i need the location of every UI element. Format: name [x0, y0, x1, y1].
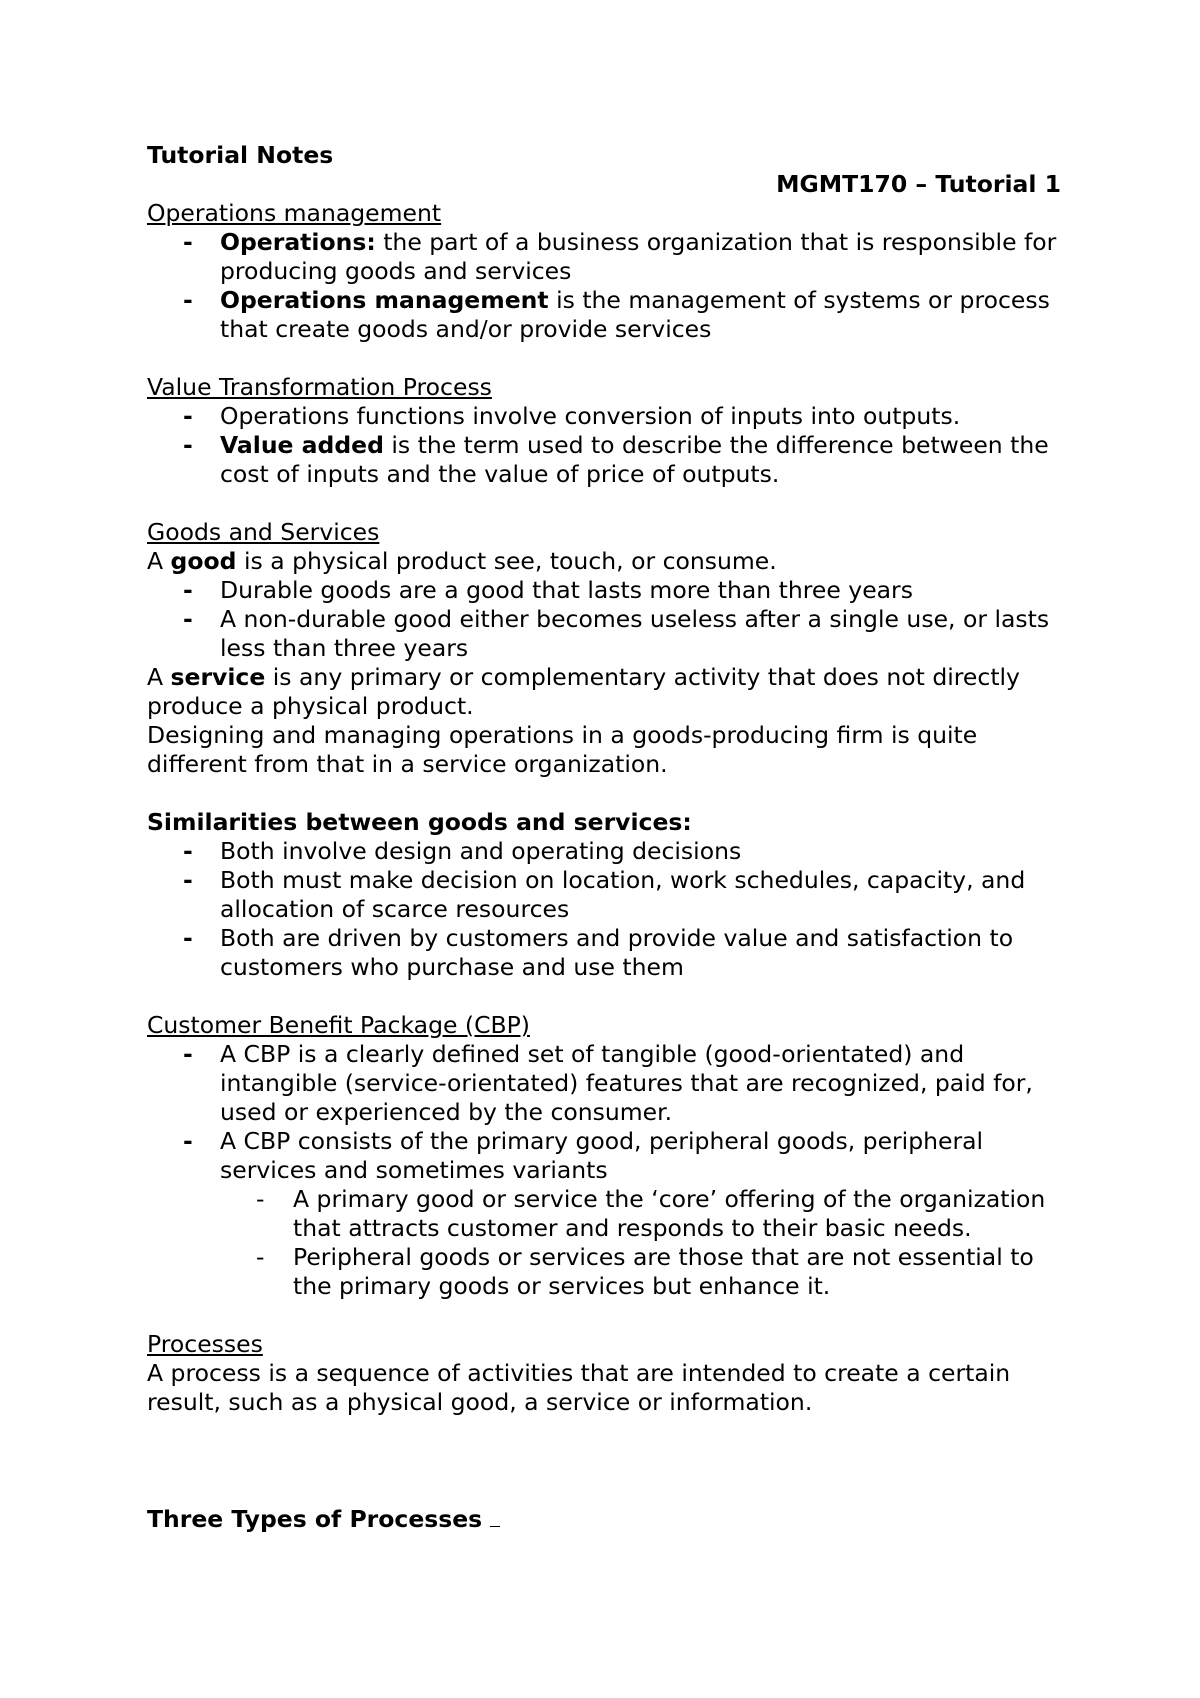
paragraph-good: [147, 547, 1067, 576]
sub-list-item: [147, 1185, 1067, 1243]
list-item: [147, 286, 1067, 344]
list-item: [147, 866, 1067, 924]
list-item-text: Durable goods are a good that lasts more than three years: [220, 576, 913, 604]
list-item: [147, 228, 1067, 286]
paragraph-designing: Designing and managing operations in a goods-producing firm is quite different from that in a service organization.: [147, 721, 978, 778]
document-body: [147, 141, 1067, 1533]
list-item: [147, 402, 1067, 431]
paragraph-process: A process is a sequence of activities that are intended to create a certain result, such as a physical good, a service or information.: [147, 1359, 1011, 1416]
term-operations-management: Operations management: [220, 286, 549, 314]
heading-value-transformation: Value Transformation Process: [147, 373, 492, 401]
list-item-text: A non-durable good either becomes useless after a single use, or lasts less than three years: [220, 605, 1050, 662]
bullet-dash: -: [183, 1127, 193, 1155]
bullet-dash: -: [183, 866, 193, 894]
heading-operations-management: Operations management: [147, 199, 442, 227]
list-item-text: A CBP is a clearly defined set of tangible (good-orientated) and intangible (service-orientated) features that are recognized, paid for, used or experienced by the consumer.: [220, 1040, 1033, 1126]
list-item: [147, 431, 1067, 489]
list-item: [147, 576, 1067, 605]
list-item: [147, 1040, 1067, 1127]
bullet-dash: -: [183, 402, 193, 430]
term-operations: Operations:: [220, 228, 376, 256]
term-service: service: [170, 663, 266, 691]
course-code: MGMT170 – Tutorial 1: [776, 170, 1061, 198]
heading-three-types-text: Three Types of Processes: [147, 1505, 491, 1533]
text-fragment: A: [147, 663, 171, 691]
bullet-dash: -: [183, 924, 193, 952]
term-good: good: [170, 547, 237, 575]
spacer: [147, 489, 1067, 518]
sub-list-item-text: Peripheral goods or services are those that are not essential to the primary goods or services but enhance it.: [293, 1243, 1034, 1300]
underline-mark: [490, 1504, 500, 1527]
list-item: [147, 924, 1067, 982]
definition-service: is any primary or complementary activity that does not directly produce a physical product.: [147, 663, 1020, 720]
bullet-dash: -: [183, 605, 193, 633]
definition-value-added: is the term used to describe the difference between the cost of inputs and the value of price of outputs.: [220, 431, 1049, 488]
heading-customer-benefit-package: Customer Benefit Package (CBP): [147, 1011, 530, 1039]
list-item-text: A CBP consists of the primary good, peripheral goods, peripheral services and sometimes variants: [220, 1127, 984, 1184]
bullet-dash: -: [183, 286, 193, 314]
list-item-text: Both are driven by customers and provide value and satisfaction to customers who purchase and use them: [220, 924, 1014, 981]
definition-operations-management: is the management of systems or process that create goods and/or provide services: [220, 286, 1050, 343]
bullet-dash: -: [256, 1185, 265, 1213]
bullet-dash: -: [183, 837, 193, 865]
list-item: [147, 837, 1067, 866]
term-value-added: Value added: [220, 431, 384, 459]
heading-three-types: [147, 1504, 1067, 1533]
spacer: [147, 1475, 1067, 1504]
list-item-text: Both must make decision on location, work schedules, capacity, and allocation of scarce resources: [220, 866, 1026, 923]
spacer: [147, 1417, 1067, 1475]
paragraph-service: [147, 663, 1067, 721]
spacer: [147, 982, 1067, 1011]
definition-operations: the part of a business organization that is responsible for producing goods and services: [220, 228, 1057, 285]
bullet-dash: -: [183, 1040, 193, 1068]
bullet-dash: -: [256, 1243, 265, 1271]
heading-processes: Processes: [147, 1330, 263, 1358]
spacer: [147, 779, 1067, 808]
bullet-dash: -: [183, 228, 193, 256]
bullet-dash: -: [183, 431, 193, 459]
sub-list-item-text: A primary good or service the ‘core’ offering of the organization that attracts customer and responds to their basic needs.: [293, 1185, 1046, 1242]
sub-list-item: [147, 1243, 1067, 1301]
spacer: [147, 344, 1067, 373]
bullet-dash: -: [183, 576, 193, 604]
list-item-text: Operations functions involve conversion of inputs into outputs.: [220, 402, 961, 430]
document-title: Tutorial Notes: [147, 141, 334, 169]
spacer: [147, 1301, 1067, 1330]
list-item: [147, 605, 1067, 663]
heading-goods-and-services: Goods and Services: [147, 518, 380, 546]
list-item-text: Both involve design and operating decisions: [220, 837, 742, 865]
definition-good: is a physical product see, touch, or consume.: [236, 547, 777, 575]
list-item: [147, 1127, 1067, 1185]
heading-similarities: Similarities between goods and services:: [147, 808, 692, 836]
text-fragment: A: [147, 547, 171, 575]
